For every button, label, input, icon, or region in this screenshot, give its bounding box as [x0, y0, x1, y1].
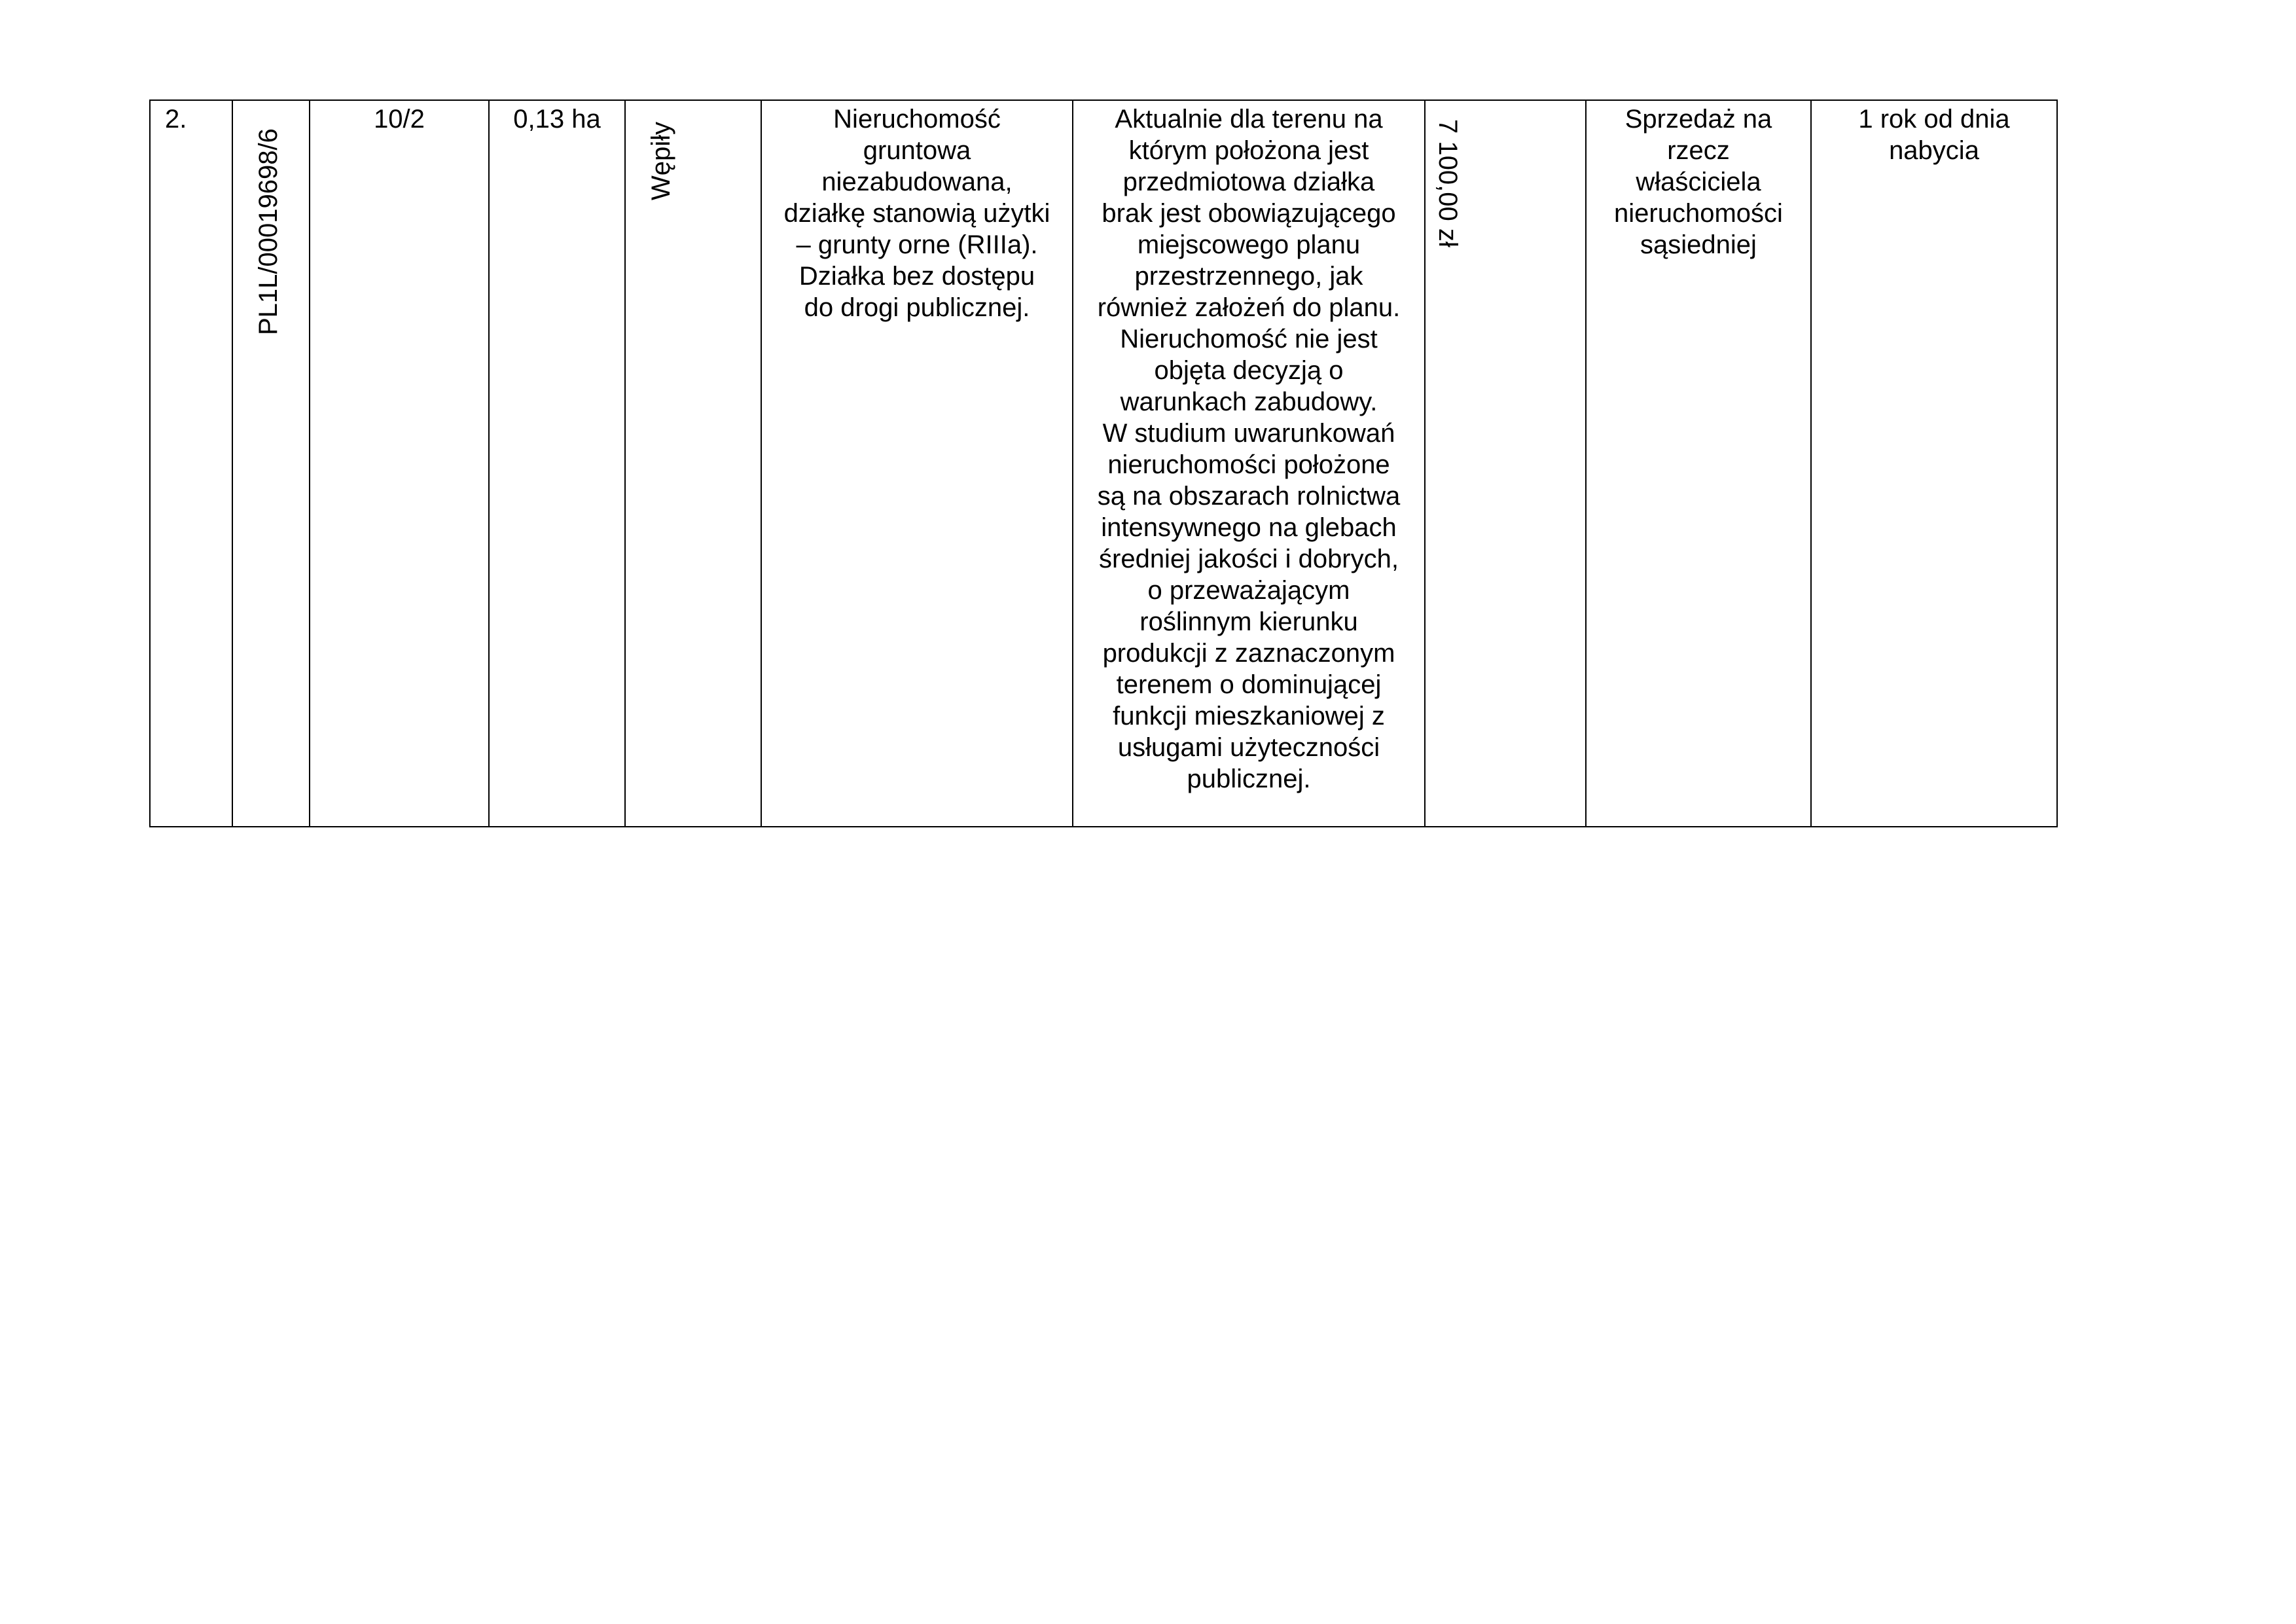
- zoning-line: są na obszarach rolnictwa: [1097, 482, 1401, 511]
- description-line: – grunty orne (RIIIa).: [796, 230, 1038, 259]
- table-row: [150, 100, 2057, 827]
- zoning-text: [1073, 103, 1424, 795]
- zoning-line: objęta decyzją o: [1154, 356, 1344, 385]
- cell-number: [150, 100, 232, 827]
- zoning-line: usługami użyteczności: [1117, 733, 1380, 762]
- zoning-line: terenem o dominującej: [1116, 670, 1382, 699]
- cell-deadline: [1811, 100, 2057, 827]
- zoning-line: produkcji z zaznaczonym: [1102, 639, 1395, 668]
- sale-form-line: nieruchomości: [1614, 199, 1783, 228]
- zoning-line: Aktualnie dla terenu na: [1115, 105, 1383, 134]
- zoning-line: miejscowego planu: [1137, 230, 1361, 259]
- description-line: Działka bez dostępu: [798, 262, 1035, 291]
- description-line: gruntowa: [863, 136, 971, 165]
- cell-sale-form: [1586, 100, 1811, 827]
- sale-form-line: właściciela: [1636, 168, 1761, 196]
- sale-form-text: [1587, 103, 1810, 261]
- description-line: niezabudowana,: [821, 168, 1013, 196]
- zoning-line: średniej jakości i dobrych,: [1099, 545, 1399, 573]
- deadline-text: [1812, 103, 2056, 166]
- zoning-line: którym położona jest: [1128, 136, 1369, 165]
- plot-area: 0,13 ha: [513, 105, 601, 134]
- price-value: 7 100,00 zł: [1433, 119, 1462, 247]
- description-line: działkę stanowią użytki: [783, 199, 1050, 228]
- zoning-line: funkcji mieszkaniowej z: [1113, 702, 1385, 731]
- zoning-line: przedmiotowa działka: [1122, 168, 1375, 196]
- cell-area: [489, 100, 625, 827]
- property-table: [149, 99, 2058, 827]
- sale-form-line: Sprzedaż na: [1624, 105, 1772, 134]
- sale-form-line: sąsiedniej: [1640, 230, 1757, 259]
- cell-plot-number: [310, 100, 489, 827]
- description-line: do drogi publicznej.: [804, 293, 1030, 322]
- plot-location: Wępiły: [647, 121, 675, 200]
- row-number: 2.: [165, 105, 187, 134]
- cell-land-register: [232, 100, 310, 827]
- zoning-line: publicznej.: [1187, 765, 1311, 793]
- cell-zoning: [1073, 100, 1425, 827]
- cell-location: [625, 100, 761, 827]
- description-text: [762, 103, 1072, 323]
- zoning-line: również założeń do planu.: [1097, 293, 1401, 322]
- zoning-line: intensywnego na glebach: [1101, 513, 1397, 542]
- plot-number: 10/2: [374, 105, 425, 134]
- deadline-line: nabycia: [1889, 136, 1979, 165]
- zoning-line: o przeważającym: [1147, 576, 1350, 605]
- cell-description: [761, 100, 1073, 827]
- zoning-line: W studium uwarunkowań: [1102, 419, 1395, 448]
- cell-price: [1425, 100, 1586, 827]
- land-register-number: PL1L/00019698/6: [254, 128, 283, 335]
- deadline-line: 1 rok od dnia: [1858, 105, 2010, 134]
- zoning-line: warunkach zabudowy.: [1120, 388, 1378, 416]
- sale-form-line: rzecz: [1667, 136, 1730, 165]
- zoning-line: Nieruchomość nie jest: [1120, 325, 1378, 353]
- zoning-line: przestrzennego, jak: [1134, 262, 1363, 291]
- zoning-line: nieruchomości położone: [1107, 450, 1390, 479]
- description-line: Nieruchomość: [833, 105, 1001, 134]
- zoning-line: roślinnym kierunku: [1139, 607, 1358, 636]
- zoning-line: brak jest obowiązującego: [1102, 199, 1396, 228]
